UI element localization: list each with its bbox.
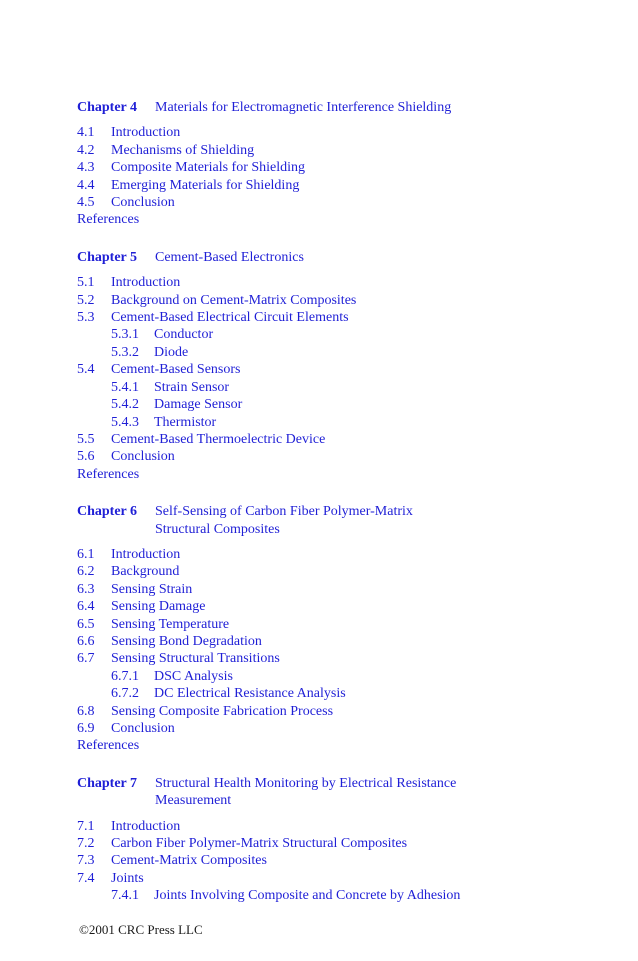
toc-section[interactable] <box>77 818 617 835</box>
toc-section[interactable] <box>77 177 617 194</box>
chapter-title-line[interactable]: Structural Health Monitoring by Electrical Resistance <box>155 775 457 791</box>
section-number[interactable]: 5.3.1 <box>111 327 139 343</box>
toc-section[interactable] <box>77 292 617 309</box>
section-title[interactable]: Cement-Based Thermoelectric Device <box>111 431 326 447</box>
section-title[interactable]: Conclusion <box>111 195 175 211</box>
section-title[interactable]: Sensing Composite Fabrication Process <box>111 703 334 719</box>
toc-section[interactable] <box>77 870 617 887</box>
chapter-heading[interactable] <box>77 249 617 266</box>
toc-subsection[interactable] <box>77 668 617 685</box>
section-title[interactable]: Joints Involving Composite and Concrete by Adhesion <box>154 888 461 904</box>
references-link[interactable]: References <box>77 738 140 754</box>
section-number[interactable]: 5.4.3 <box>111 414 139 430</box>
toc-subsection[interactable] <box>77 685 617 702</box>
section-number[interactable]: 7.2 <box>77 836 95 852</box>
section-title[interactable]: Cement-Matrix Composites <box>111 853 267 869</box>
section-title[interactable]: Cement-Based Sensors <box>111 362 241 378</box>
toc-section[interactable] <box>77 546 617 563</box>
section-number[interactable]: 5.1 <box>77 275 95 291</box>
section-number[interactable]: 6.7 <box>77 651 95 667</box>
section-title[interactable]: Introduction <box>111 125 181 141</box>
section-number[interactable]: 4.2 <box>77 142 95 158</box>
toc-section[interactable] <box>77 563 617 580</box>
section-title[interactable]: Introduction <box>111 546 181 562</box>
toc-section[interactable] <box>77 361 617 378</box>
chapter-title[interactable] <box>155 503 617 538</box>
section-number[interactable]: 7.4.1 <box>111 888 139 904</box>
section-title[interactable]: Background on Cement-Matrix Composites <box>111 292 357 308</box>
toc-section[interactable] <box>77 448 617 465</box>
section-number[interactable]: 6.6 <box>77 633 95 649</box>
toc-subsection[interactable] <box>77 414 617 431</box>
chapter-heading[interactable] <box>77 99 617 116</box>
section-number[interactable]: 4.5 <box>77 195 95 211</box>
section-number[interactable]: 6.7.1 <box>111 668 139 684</box>
section-title[interactable]: Composite Materials for Shielding <box>111 160 306 176</box>
chapter-section <box>77 775 617 905</box>
section-title[interactable]: Conclusion <box>111 721 175 736</box>
section-title[interactable]: Thermistor <box>154 414 217 430</box>
section-number[interactable]: 5.3 <box>77 310 95 326</box>
section-number[interactable]: 6.5 <box>77 616 95 632</box>
chapter-title-line[interactable]: Measurement <box>155 793 232 809</box>
section-number[interactable]: 6.3 <box>77 581 95 597</box>
section-number[interactable]: 6.1 <box>77 546 95 562</box>
section-title[interactable]: Introduction <box>111 275 181 291</box>
table-of-contents <box>77 99 617 925</box>
toc-subsection[interactable] <box>77 379 617 396</box>
chapter-label[interactable]: Chapter 6 <box>77 504 138 520</box>
toc-section[interactable] <box>77 598 617 615</box>
toc-section[interactable] <box>77 309 617 326</box>
section-number[interactable]: 5.6 <box>77 449 95 465</box>
toc-section[interactable] <box>77 616 617 633</box>
section-title[interactable]: Joints <box>111 870 144 886</box>
chapter-title-line[interactable]: Materials for Electromagnetic Interference Shielding <box>155 100 452 115</box>
section-number[interactable]: 5.4 <box>77 362 95 378</box>
section-number[interactable]: 6.2 <box>77 564 95 580</box>
chapter-section <box>77 99 617 229</box>
section-title[interactable]: DC Electrical Resistance Analysis <box>154 686 346 702</box>
toc-section[interactable] <box>77 581 617 598</box>
toc-section[interactable] <box>77 852 617 869</box>
chapter-section <box>77 503 617 755</box>
section-title[interactable]: Sensing Temperature <box>111 616 230 632</box>
chapter-label[interactable]: Chapter 5 <box>77 249 138 265</box>
section-title[interactable]: Carbon Fiber Polymer-Matrix Structural Composites <box>111 836 408 852</box>
toc-section[interactable] <box>77 124 617 141</box>
section-number[interactable]: 6.4 <box>77 599 95 615</box>
section-title[interactable]: Cement-Based Electrical Circuit Elements <box>111 310 349 326</box>
section-title[interactable]: Damage Sensor <box>154 397 243 413</box>
section-title[interactable]: Background <box>111 564 180 580</box>
chapter-title[interactable] <box>155 99 617 116</box>
section-number[interactable]: 5.5 <box>77 431 95 447</box>
section-number[interactable]: 7.4 <box>77 870 95 886</box>
section-title[interactable]: Diode <box>154 344 189 360</box>
toc-section[interactable] <box>77 650 617 667</box>
chapter-heading[interactable] <box>77 503 617 538</box>
chapter-title[interactable] <box>155 775 617 810</box>
toc-section[interactable] <box>77 703 617 720</box>
toc-section[interactable] <box>77 633 617 650</box>
section-number[interactable]: 4.3 <box>77 160 95 176</box>
chapter-label[interactable]: Chapter 4 <box>77 100 138 115</box>
section-title[interactable]: Sensing Damage <box>111 599 206 615</box>
toc-section[interactable] <box>77 720 617 737</box>
section-title[interactable]: Sensing Strain <box>111 581 193 597</box>
toc-section[interactable] <box>77 835 617 852</box>
references-link[interactable]: References <box>77 212 140 228</box>
section-title[interactable]: Sensing Bond Degradation <box>111 633 262 649</box>
toc-section[interactable] <box>77 194 617 211</box>
section-number[interactable]: 4.1 <box>77 125 95 141</box>
section-number[interactable]: 5.4.1 <box>111 379 139 395</box>
section-number[interactable]: 6.9 <box>77 721 95 736</box>
section-title[interactable]: Sensing Structural Transitions <box>111 651 280 667</box>
section-title[interactable]: Conductor <box>154 327 214 343</box>
section-number[interactable]: 6.8 <box>77 703 95 719</box>
section-number[interactable]: 5.3.2 <box>111 344 139 360</box>
toc-section[interactable] <box>77 431 617 448</box>
section-title[interactable]: Conclusion <box>111 449 175 465</box>
toc-subsection[interactable] <box>77 326 617 343</box>
toc-subsection[interactable] <box>77 344 617 361</box>
section-number[interactable]: 4.4 <box>77 177 95 193</box>
toc-section[interactable] <box>77 142 617 159</box>
chapter-title[interactable] <box>155 249 617 266</box>
chapter-title-line[interactable]: Self-Sensing of Carbon Fiber Polymer-Matrix <box>155 504 413 520</box>
section-number[interactable]: 7.1 <box>77 818 95 834</box>
chapter-section <box>77 249 617 483</box>
chapter-label[interactable]: Chapter 7 <box>77 775 138 791</box>
toc-section[interactable] <box>77 274 617 291</box>
copyright-footer: ©2001 CRC Press LLC <box>79 922 203 937</box>
section-number[interactable]: 5.4.2 <box>111 397 139 413</box>
chapter-title-line[interactable]: Structural Composites <box>155 521 280 537</box>
section-title[interactable]: Emerging Materials for Shielding <box>111 177 300 193</box>
toc-subsection[interactable] <box>77 887 617 904</box>
chapter-title-line[interactable]: Cement-Based Electronics <box>155 249 304 265</box>
chapter-heading[interactable] <box>77 775 617 810</box>
section-title[interactable]: Strain Sensor <box>154 379 230 395</box>
toc-subsection[interactable] <box>77 396 617 413</box>
section-number[interactable]: 5.2 <box>77 292 95 308</box>
section-title[interactable]: Mechanisms of Shielding <box>111 142 255 158</box>
toc-section[interactable] <box>77 159 617 176</box>
section-number[interactable]: 7.3 <box>77 853 95 869</box>
section-title[interactable]: Introduction <box>111 818 181 834</box>
section-number[interactable]: 6.7.2 <box>111 686 139 702</box>
references-link[interactable]: References <box>77 466 140 482</box>
section-title[interactable]: DSC Analysis <box>154 668 233 684</box>
